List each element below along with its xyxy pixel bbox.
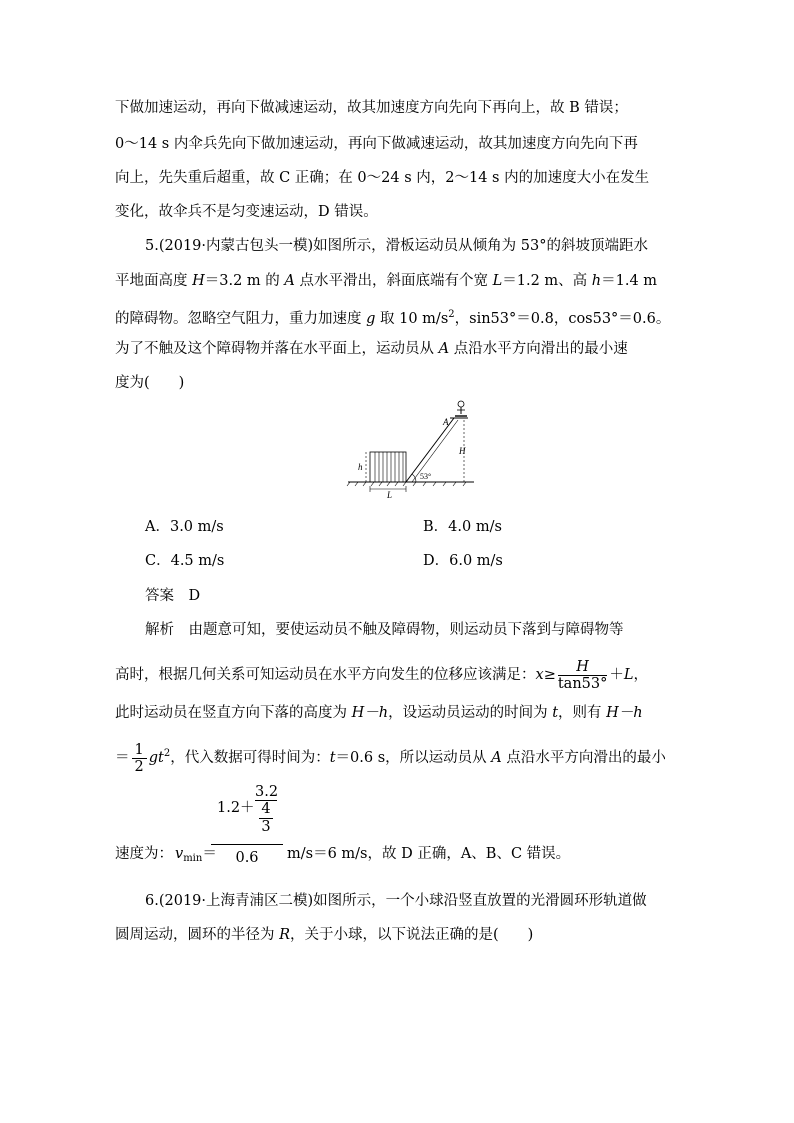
analysis-label: 解析: [145, 622, 174, 638]
q5-stem-line-5: 度为( ): [115, 375, 185, 391]
answer-label: 答案: [145, 588, 174, 604]
prev-solution-line-4: 变化，故伞兵不是匀变速运动，D 错误。: [115, 204, 378, 220]
prev-solution-line-2: 0～14 s 内伞兵先向下做加速运动，再向下做减速运动，故其加速度方向先向下再: [115, 136, 638, 152]
label-H: H: [459, 446, 466, 456]
fraction-one-half: $\frac{1}{2}$: [132, 742, 147, 775]
slope-obstacle-figure: [346, 398, 474, 500]
q6-stem-line-2: 圆周运动，圆环的半径为 R，关于小球，以下说法正确的是( ): [115, 927, 534, 943]
analysis-line-2: 高时，根据几何关系可知运动员在水平方向发生的位移应该满足：x≥ $\frac{H}{\tan 53^\circ}$ ＋L，: [115, 658, 648, 692]
option-B[interactable]: B．4.0 m/s: [423, 519, 502, 535]
label-L: L: [387, 490, 393, 500]
option-C[interactable]: C．4.5 m/s: [145, 553, 225, 569]
label-angle: 53°: [420, 472, 432, 481]
vmin-expression: 速度为： $v_{min}=$ 1.2＋ 3.2 4 3 0.6 m/s＝6 m/s，故 D 正确，A、B、C 错误。: [115, 784, 571, 866]
q5-stem-line-3: 的障碍物。忽略空气阻力，重力加速度 g 取 10 $m/s^2$，sin53°＝0.8，cos53°＝0.6。: [115, 309, 671, 327]
analysis-line-4: ＝ $\frac{1}{2}$ $gt^2$，代入数据可得时间为：t＝0.6 s，所以运动员从 A 点沿水平方向滑出的最小: [115, 741, 666, 775]
analysis-line-1: 解析 由题意可知，要使运动员不触及障碍物，则运动员下落到与障碍物等: [145, 622, 624, 638]
prev-solution-line-1: 下做加速运动，再向下做减速运动，故其加速度方向先向下再向上，故 B 错误；: [115, 100, 628, 116]
q5-stem-line-2: 平地面高度 H＝3.2 m 的 A 点水平滑出，斜面底端有个宽 L＝1.2 m、高 h＝1.4 m: [115, 273, 658, 289]
q5-stem-line-4: 为了不触及这个障碍物并落在水平面上，运动员从 A 点沿水平方向滑出的最小速: [115, 341, 628, 357]
option-D[interactable]: D．6.0 m/s: [423, 553, 503, 569]
option-A[interactable]: A．3.0 m/s: [145, 519, 224, 535]
analysis-line-3: 此时运动员在竖直方向下落的高度为 H－h，设运动员运动的时间为 t，则有 H－h: [115, 705, 643, 721]
fraction-H-over-tan53: $\frac{H}{\tan 53^\circ}$: [557, 658, 608, 692]
q5-stem-line-1: 5.(2019·内蒙古包头一模)如图所示，滑板运动员从倾角为 53°的斜坡顶端距水: [145, 238, 648, 254]
obstacle: [370, 452, 406, 482]
q6-stem-line-1: 6.(2019·上海青浦区二模)如图所示，一个小球沿竖直放置的光滑圆环形轨道做: [145, 893, 647, 909]
label-A: A: [443, 417, 449, 427]
answer-value: D: [188, 588, 201, 604]
label-h: h: [358, 462, 363, 472]
answer-line: [145, 586, 200, 606]
prev-solution-line-3: 向上，先失重后超重，故 C 正确；在 0～24 s 内，2～14 s 内的加速度大小在发生: [115, 170, 650, 186]
